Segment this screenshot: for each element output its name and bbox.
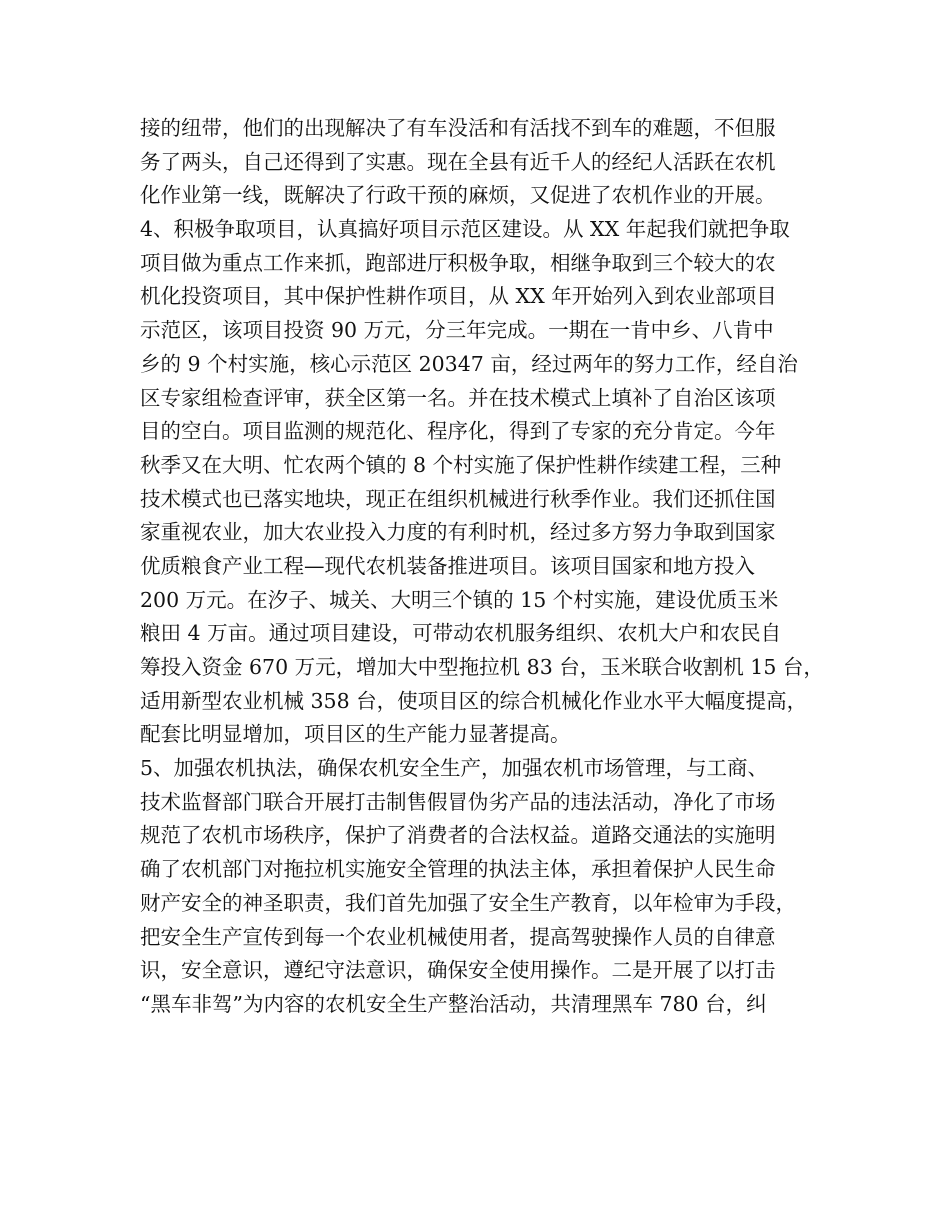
text-line: “黑车非驾”为内容的农机安全生产整治活动，共清理黑车 780 台，纠	[140, 991, 767, 1016]
text-line: 区专家组检查评审，获全区第一名。并在技术模式上填补了自治区该项	[140, 385, 776, 410]
text-line: 务了两头，自己还得到了实惠。现在全县有近千人的经纪人活跃在农机	[140, 149, 776, 174]
text-line: 乡的 9 个村实施，核心示范区 20347 亩，经过两年的努力工作，经自治	[140, 351, 798, 376]
text-line: 机化投资项目，其中保护性耕作项目，从 XX 年开始列入到农业部项目	[140, 284, 777, 309]
text-line: 确了农机部门对拖拉机实施安全管理的执法主体，承担着保护人民生命	[140, 857, 776, 882]
text-line: 技术监督部门联合开展打击制售假冒伪劣产品的违法活动，净化了市场	[140, 789, 776, 814]
text-line: 目的空白。项目监测的规范化、程序化，得到了专家的充分肯定。今年	[140, 419, 776, 444]
text-line: 筹投入资金 670 万元，增加大中型拖拉机 83 台，玉米联合收割机 15 台，	[140, 655, 824, 679]
text-line: 适用新型农业机械 358 台，使项目区的综合机械化作业水平大幅度提高，	[140, 688, 808, 713]
text-line: 粮田 4 万亩。通过项目建设，可带动农机服务组织、农机大户和农民自	[140, 621, 782, 646]
text-line: 4、积极争取项目，认真搞好项目示范区建设。从 XX 年起我们就把争取	[140, 217, 790, 242]
text-line: 接的纽带，他们的出现解决了有车没活和有活找不到车的难题，不但服	[140, 116, 776, 140]
text-line: 示范区，该项目投资 90 万元，分三年完成。一期在一肯中乡、八肯中	[140, 318, 774, 343]
text-line: 秋季又在大明、忙农两个镇的 8 个村实施了保护性耕作续建工程，三种	[140, 452, 782, 477]
text-line: 优质粮食产业工程—现代农机装备推进项目。该项目国家和地方投入	[140, 553, 755, 578]
text-line: 识，安全意识，遵纪守法意识，确保安全使用操作。二是开展了以打击	[140, 958, 776, 983]
text-line: 配套比明显增加，项目区的生产能力显著提高。	[140, 722, 571, 747]
text-line: 技术模式也已落实地块，现正在组织机械进行秋季作业。我们还抓住国	[140, 486, 776, 511]
text-line: 5、加强农机执法，确保农机安全生产，加强农机市场管理，与工商、	[140, 756, 769, 781]
body-text	[140, 112, 830, 1055]
text-line: 规范了农机市场秩序，保护了消费者的合法权益。道路交通法的实施明	[140, 823, 776, 848]
text-line: 财产安全的神圣职责，我们首先加强了安全生产教育，以年检审为手段，	[140, 890, 796, 915]
text-line: 200 万元。在汐子、城关、大明三个镇的 15 个村实施，建设优质玉米	[140, 587, 779, 612]
text-line: 家重视农业，加大农业投入力度的有利时机，经过多方努力争取到国家	[140, 520, 776, 545]
text-line	[140, 1022, 830, 1056]
text-line: 化作业第一线，既解决了行政干预的麻烦，又促进了农机作业的开展。	[140, 183, 776, 208]
text-line: 把安全生产宣传到每一个农业机械使用者，提高驾驶操作人员的自律意	[140, 924, 776, 949]
text-line: 项目做为重点工作来抓，跑部进厅积极争取，相继争取到三个较大的农	[140, 250, 776, 275]
